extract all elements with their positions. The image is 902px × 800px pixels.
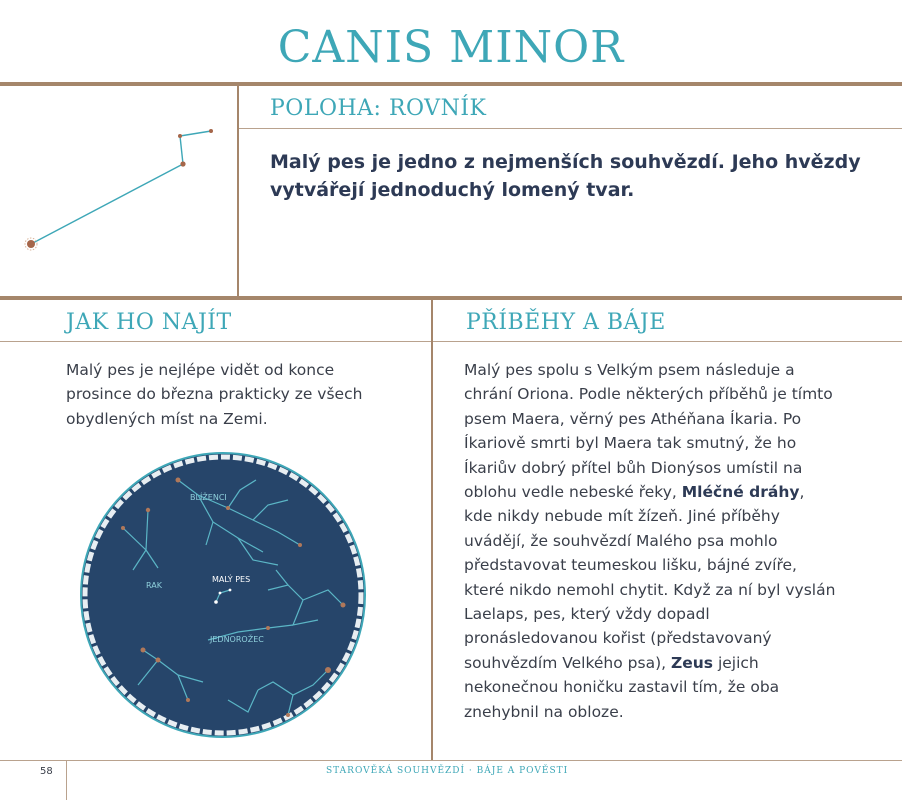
bottom-divider bbox=[431, 300, 433, 760]
star bbox=[209, 129, 213, 133]
map-label-crab: RAK bbox=[146, 581, 162, 590]
position-underline bbox=[239, 128, 902, 129]
constellation-line bbox=[31, 164, 183, 244]
stories-underline bbox=[433, 341, 902, 342]
star-gomeisa bbox=[180, 161, 185, 166]
map-label-twins: BLÍŽENCI bbox=[190, 493, 227, 502]
constellation-line bbox=[180, 131, 211, 136]
map-label-main: MALÝ PES bbox=[212, 575, 251, 584]
stories-text-part-2: , kde nikdy nebude mít žízeň. Jiné příběhy uvádějí, že souhvězdí Malého psa mohlo představovat teumeskou lišku, bájné zvíře, které nikdo nemohl chytit. Když za ní byl vyslán Laelaps, pes, který vždy dopadl pronásledovanou kořist (představovaný souhvězdím Velkého psa), bbox=[464, 483, 836, 672]
stories-text bbox=[464, 358, 836, 724]
running-title: STAROVĚKÁ SOUHVĚZDÍ · BÁJE A POVĚSTI bbox=[326, 766, 569, 776]
constellation-diagram bbox=[0, 86, 237, 296]
middle-rule bbox=[0, 296, 902, 300]
star-procyon bbox=[27, 240, 35, 248]
find-text: Malý pes je nejlépe vidět od konce prosince do března prakticky ze všech obydlených míst na Zemi. bbox=[66, 361, 363, 428]
star-map bbox=[78, 450, 368, 740]
stories-bold-zeus: Zeus bbox=[670, 653, 713, 672]
stories-bold-milky-way: Mléčné dráhy bbox=[681, 483, 800, 502]
bottom-rule bbox=[0, 760, 902, 761]
star bbox=[178, 134, 182, 138]
find-underline bbox=[0, 341, 431, 342]
find-heading: JAK HO NAJÍT bbox=[66, 310, 232, 335]
page-number: 58 bbox=[40, 766, 53, 777]
map-label-unicorn: JEDNOROŽEC bbox=[210, 635, 264, 644]
page-title: CANIS MINOR bbox=[277, 22, 625, 73]
stories-text-part-3: jejich nekonečnou honičku zastavil tím, že oba znehybnil na obloze. bbox=[464, 653, 780, 721]
position-heading: POLOHA: ROVNÍK bbox=[270, 96, 487, 121]
stories-text-part-1: Malý pes spolu s Velkým psem následuje a chrání Oriona. Podle některých příběhů je tímto psem Maera, věrný pes Athéňana Íkaria. Po Íkariově smrti byl Maera tak smutný, že ho Íkariův dobrý přítel bůh Dionýsos umístil na oblohu vedle nebeské řeky, bbox=[464, 361, 833, 502]
lead-text: Malý pes je jedno z nejmenších souhvězdí. Jeho hvězdy vytvářejí jednoduchý lomený tvar. bbox=[270, 151, 861, 201]
footer-divider bbox=[66, 760, 67, 800]
top-divider bbox=[237, 86, 239, 296]
stories-heading: PŘÍBĚHY A BÁJE bbox=[466, 310, 666, 335]
constellation-line bbox=[180, 136, 183, 164]
